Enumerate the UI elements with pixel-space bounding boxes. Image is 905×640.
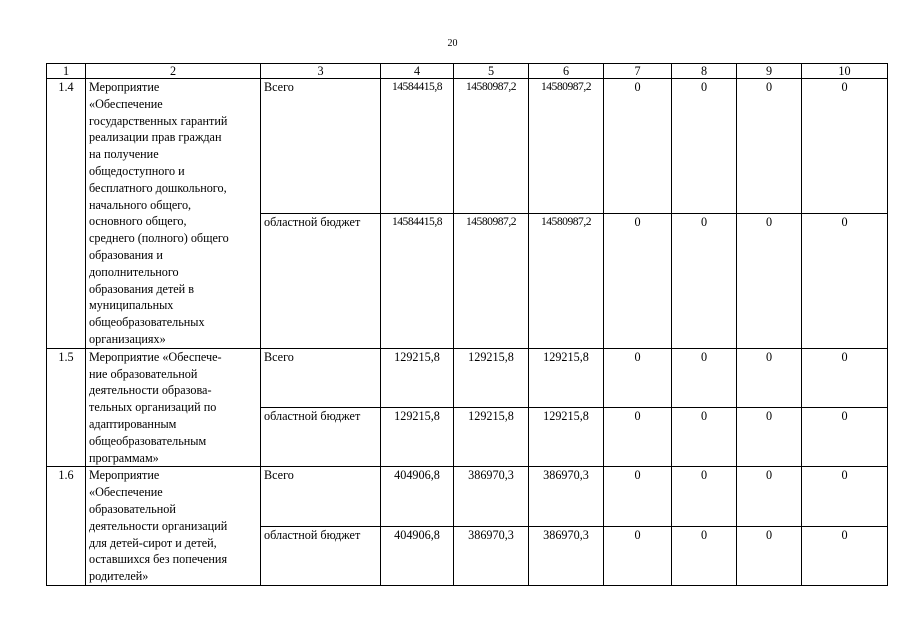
- measure-title-line: на получение: [89, 147, 159, 162]
- measure-title-line: общедоступного и: [89, 163, 185, 178]
- measure-title-line: бесплатного дошкольного,: [89, 180, 227, 195]
- amount-cell: 129215,8: [529, 348, 604, 407]
- measure-title-line: основного общего,: [89, 214, 187, 229]
- amount-cell: 129215,8: [454, 408, 529, 467]
- amount-cell: 14580987,2: [529, 213, 604, 348]
- funding-source: областной бюджет: [261, 526, 381, 585]
- budget-table: [46, 63, 888, 586]
- row-number: 1.6: [47, 467, 86, 586]
- column-header: 6: [529, 64, 604, 79]
- measure-title-line: среднего (полного) общего: [89, 231, 229, 246]
- measure-title-line: оставшихся без попечения: [89, 552, 228, 567]
- column-header: 10: [802, 64, 888, 79]
- amount-cell: 0: [737, 408, 802, 467]
- amount-cell: 0: [802, 79, 888, 214]
- column-header: 2: [86, 64, 261, 79]
- measure-title-line: реализации прав граждан: [89, 130, 222, 145]
- funding-source: областной бюджет: [261, 213, 381, 348]
- amount-cell: 0: [604, 213, 672, 348]
- measure-title-line: общеобразовательных: [89, 315, 205, 330]
- amount-cell: 14580987,2: [454, 79, 529, 214]
- column-header: 7: [604, 64, 672, 79]
- measure-title-line: деятельности образова-: [89, 383, 212, 398]
- amount-cell: 404906,8: [381, 467, 454, 526]
- amount-cell: 0: [604, 467, 672, 526]
- column-header: 3: [261, 64, 381, 79]
- amount-cell: 0: [672, 408, 737, 467]
- funding-source: Всего: [261, 348, 381, 407]
- amount-cell: 0: [672, 79, 737, 214]
- amount-cell: 0: [802, 213, 888, 348]
- amount-cell: 386970,3: [454, 467, 529, 526]
- amount-cell: 129215,8: [381, 348, 454, 407]
- amount-cell: 14584415,8: [381, 79, 454, 214]
- measure-title-line: начального общего,: [89, 197, 192, 212]
- column-header: 1: [47, 64, 86, 79]
- measure-title-line: организациях»: [89, 331, 166, 346]
- amount-cell: 14580987,2: [529, 79, 604, 214]
- amount-cell: 129215,8: [529, 408, 604, 467]
- measure-title-line: дополнительного: [89, 264, 179, 279]
- measure-title: [86, 348, 261, 467]
- amount-cell: 129215,8: [381, 408, 454, 467]
- amount-cell: 0: [672, 467, 737, 526]
- amount-cell: 0: [604, 408, 672, 467]
- measure-title-line: деятельности организаций: [89, 518, 228, 533]
- amount-cell: 386970,3: [529, 526, 604, 585]
- amount-cell: 129215,8: [454, 348, 529, 407]
- amount-cell: 386970,3: [529, 467, 604, 526]
- measure-title-line: программам»: [89, 450, 159, 465]
- measure-title-line: «Обеспечение: [89, 96, 163, 111]
- table-row: [47, 79, 888, 214]
- amount-cell: 0: [737, 467, 802, 526]
- amount-cell: 14584415,8: [381, 213, 454, 348]
- measure-title-line: родителей»: [89, 569, 149, 584]
- table-row: [47, 348, 888, 407]
- row-number: 1.5: [47, 348, 86, 467]
- measure-title-line: Мероприятие: [89, 468, 160, 483]
- measure-title-line: государственных гарантий: [89, 113, 228, 128]
- measure-title-line: образовательной: [89, 501, 176, 516]
- amount-cell: 0: [802, 467, 888, 526]
- amount-cell: 0: [672, 526, 737, 585]
- measure-title-line: тельных организаций по: [89, 400, 217, 415]
- column-header: 9: [737, 64, 802, 79]
- measure-title-line: ние образовательной: [89, 366, 198, 381]
- column-header: 4: [381, 64, 454, 79]
- amount-cell: 0: [737, 348, 802, 407]
- table-row: [47, 467, 888, 526]
- amount-cell: 386970,3: [454, 526, 529, 585]
- measure-title-line: муниципальных: [89, 298, 174, 313]
- amount-cell: 404906,8: [381, 526, 454, 585]
- row-number: 1.4: [47, 79, 86, 349]
- amount-cell: 0: [672, 213, 737, 348]
- funding-source: областной бюджет: [261, 408, 381, 467]
- amount-cell: 0: [737, 526, 802, 585]
- funding-source: Всего: [261, 467, 381, 526]
- measure-title-line: «Обеспечение: [89, 485, 163, 500]
- measure-title-line: Мероприятие: [89, 80, 160, 94]
- column-number-row: [47, 64, 888, 79]
- measure-title-line: для детей-сирот и детей,: [89, 535, 217, 550]
- measure-title-line: адаптированным: [89, 416, 177, 431]
- amount-cell: 0: [802, 526, 888, 585]
- amount-cell: 0: [737, 213, 802, 348]
- amount-cell: 0: [802, 348, 888, 407]
- amount-cell: 0: [802, 408, 888, 467]
- column-header: 5: [454, 64, 529, 79]
- measure-title-line: общеобразовательным: [89, 433, 207, 448]
- page-number: 20: [447, 38, 458, 49]
- amount-cell: 0: [737, 79, 802, 214]
- funding-source: Всего: [261, 79, 381, 214]
- measure-title-line: Мероприятие «Обеспече-: [89, 349, 222, 364]
- column-header: 8: [672, 64, 737, 79]
- amount-cell: 14580987,2: [454, 213, 529, 348]
- amount-cell: 0: [604, 526, 672, 585]
- amount-cell: 0: [604, 79, 672, 214]
- measure-title-line: образования детей в: [89, 281, 195, 296]
- measure-title-line: образования и: [89, 247, 163, 262]
- amount-cell: 0: [604, 348, 672, 407]
- amount-cell: 0: [672, 348, 737, 407]
- measure-title: [86, 467, 261, 586]
- measure-title: [86, 79, 261, 349]
